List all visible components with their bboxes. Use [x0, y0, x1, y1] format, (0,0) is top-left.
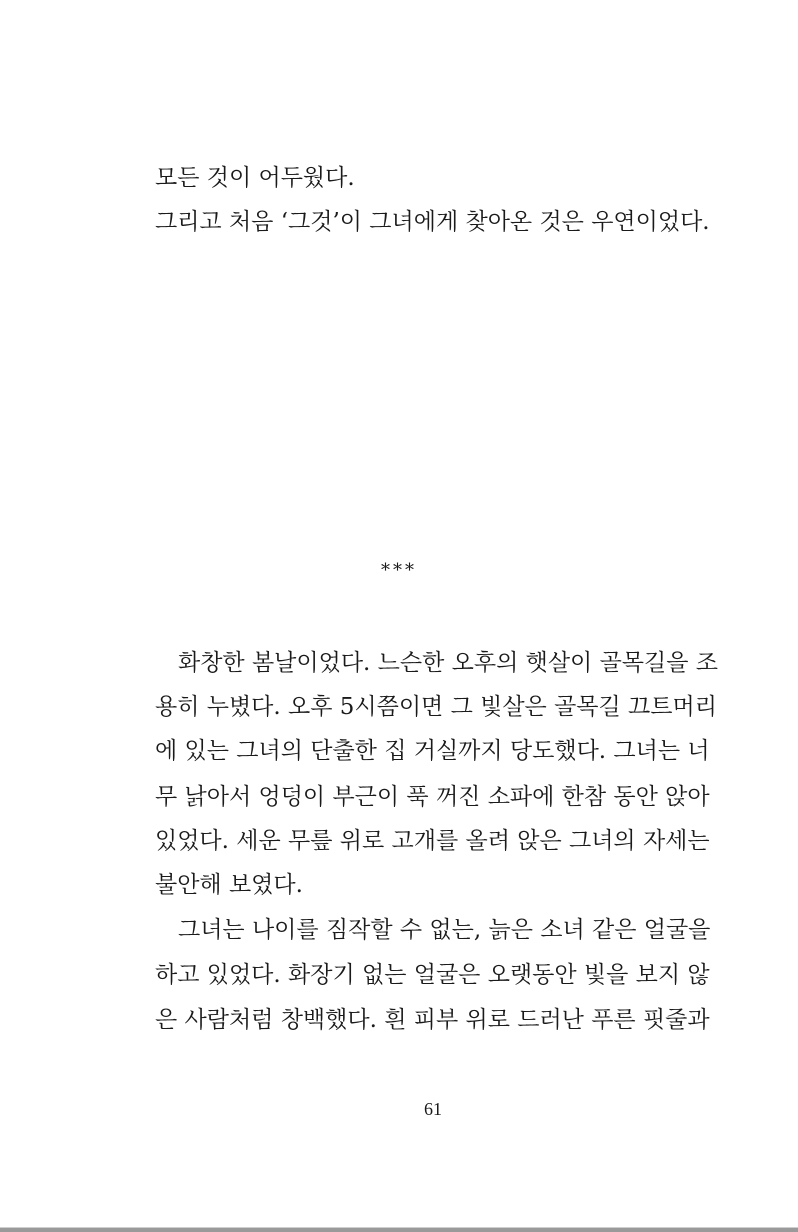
paragraph-1-line-5: 있었다. 세운 무릎 위로 고개를 올려 앉은 그녀의 자세는	[155, 828, 710, 854]
bottom-border	[0, 1227, 798, 1232]
paragraph-1-line-6: 불안해 보였다.	[155, 872, 303, 898]
page-number: 61	[424, 1099, 442, 1119]
intro-line-2: 그리고 처음 ‘그것’이 그녀에게 찾아온 것은 우연이었다.	[155, 209, 710, 235]
paragraph-2-line-2: 하고 있었다. 화장기 없는 얼굴은 오랫동안 빛을 보지 않	[155, 962, 710, 988]
paragraph-1-line-2: 용히 누볐다. 오후 5시쯤이면 그 빛살은 골목길 끄트머리	[155, 694, 717, 720]
paragraph-1-line-1: 화창한 봄날이었다. 느슨한 오후의 햇살이 골목길을 조	[178, 650, 718, 676]
intro-line-1: 모든 것이 어두웠다.	[155, 165, 355, 191]
paragraph-1-line-4: 무 낡아서 엉덩이 부근이 푹 꺼진 소파에 한참 동안 앉아	[155, 784, 710, 810]
paragraph-2-line-3: 은 사람처럼 창백했다. 흰 피부 위로 드러난 푸른 핏줄과	[155, 1007, 710, 1033]
paragraph-2-line-1: 그녀는 나이를 짐작할 수 없는, 늙은 소녀 같은 얼굴을	[178, 917, 711, 943]
paragraph-1-line-3: 에 있는 그녀의 단출한 집 거실까지 당도했다. 그녀는 너	[155, 738, 710, 764]
section-divider: ***	[381, 560, 417, 581]
